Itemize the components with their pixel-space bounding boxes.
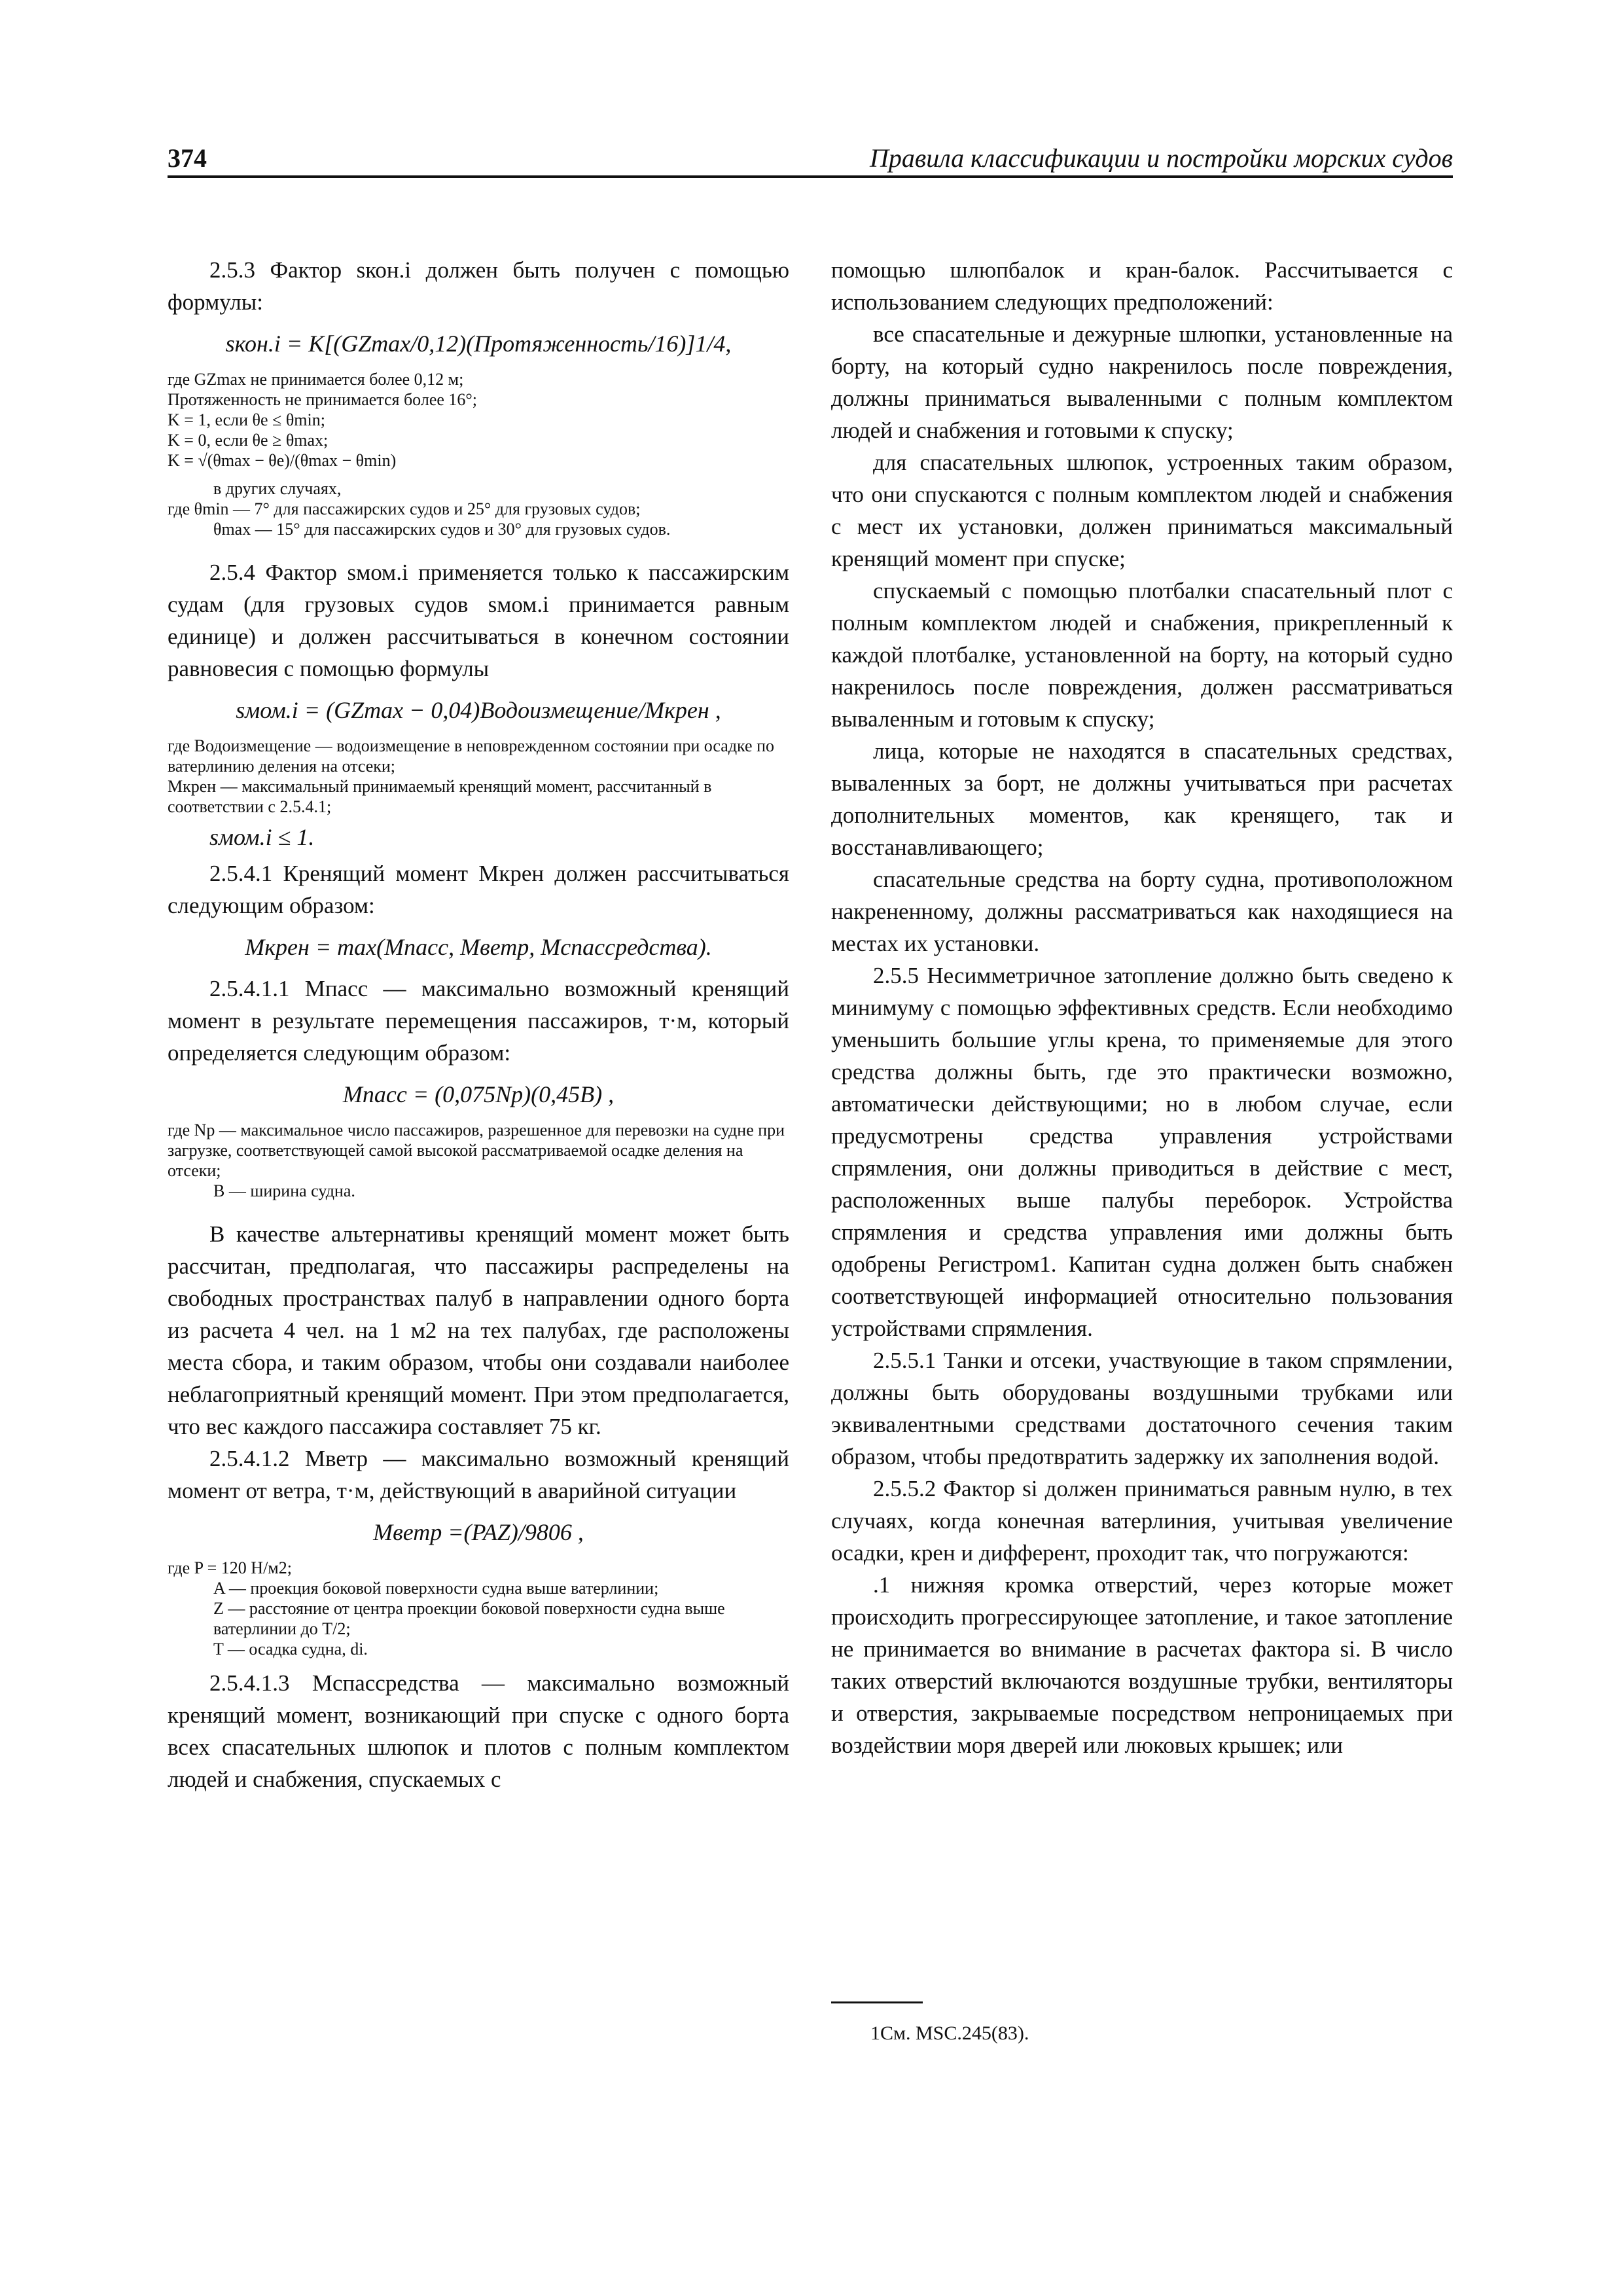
note-line: в других случаях, <box>213 479 342 498</box>
note-line: K = √(θmax − θe)/(θmax − θmin) <box>168 451 397 470</box>
header-rule <box>168 175 1453 178</box>
paragraph-assumption: для спасательных шлюпок, устроенных таким образом, что они спускаются с полным комплектом людей и снабжения с мест их установки, должен приниматься максимальный кренящий момент при спуске; <box>831 450 1453 571</box>
note-line: B — ширина судна. <box>213 1181 355 1200</box>
paragraph-2-5-5: 2.5.5 Несимметричное затопление должно быть сведено к минимуму с помощью эффективных средств. Если необходимо уменьшить большие углы крена, то применяемые для этого средства должны быть, где это практически возможно, автоматически действующими; но в любом случае, если предусмотрены средства управления устройствами спрямления, они должны приводиться в действие с мест, расположенных выше палубы переборок. Устройства спрямления и средства управления ими должны быть одобрены Регистром1. Капитан судна должен быть снабжен соответствующей информацией относительно пользования устройствами спрямления. <box>831 963 1453 1341</box>
paragraph-alternative: В качестве альтернативы кренящий момент может быть рассчитан, предполагая, что пассажиры распределены на свободных пространствах палуб в направлении одного борта из расчета 4 чел. на 1 м2 на тех палубах, где расположены места сбора, и таким образом, чтобы они создавали наиболее неблагоприятный кренящий момент. При этом предполагается, что вес каждого пассажира составляет 75 кг. <box>168 1221 789 1439</box>
running-title: Правила классификации и постройки морских судов <box>869 143 1453 173</box>
paragraph-item-1: .1 нижняя кромка отверстий, через которые может происходить прогрессирующее затопление, и такое затопление не принимается во внимание в расчетах фактора si. В число таких отверстий включаются воздушные трубки, вентиляторы и отверстия, закрываемые посредством непроницаемых при воздействии моря дверей или люковых крышек; или <box>831 1572 1453 1758</box>
note-line: K = 0, если θe ≥ θmax; <box>168 431 329 450</box>
paragraph-2-5-4: 2.5.4 Фактор sмом.i применяется только к пассажирским судам (для грузовых судов sмом.i принимается равным единице) и должен рассчитываться в конечном состоянии равновесия с помощью формулы <box>168 560 789 681</box>
formula-m-wind: Mветр =(PAZ)/9806 , <box>373 1519 584 1545</box>
note-line: где Водоизмещение — водоизмещение в неповрежденном состоянии при осадке по ватерлинию деления на отсеки; <box>168 736 774 776</box>
paragraph-continued: помощью шлюпбалок и кран-балок. Рассчитывается с использованием следующих предположений: <box>831 257 1453 315</box>
paragraph-assumption: все спасательные и дежурные шлюпки, установленные на борту, на который судно накренилось после повреждения, должны приниматься вываленными с полным комплектом людей и снабжения и готовыми к спуску; <box>831 321 1453 443</box>
formula-m-kren: Mкрен = max(Mпасс, Mветр, Mспассредства). <box>245 934 712 960</box>
note-line: Mкрен — максимальный принимаемый кренящий момент, рассчитанный в соответствии с 2.5.4.1; <box>168 777 712 816</box>
right-column <box>831 254 1453 1761</box>
note-line: Z — расстояние от центра проекции боковой поверхности судна выше ватерлинии до T/2; <box>213 1599 725 1638</box>
page-header <box>168 139 1453 178</box>
paragraph-2-5-5-2: 2.5.5.2 Фактор si должен приниматься равным нулю, в тех случаях, когда конечная ватерлиния, учитывая увеличение осадки, крен и дифферент, проходит так, что погружаются: <box>831 1476 1453 1566</box>
paragraph-2-5-4-1-1: 2.5.4.1.1 Mпасс — максимально возможный кренящий момент в результате перемещения пассажиров, т·м, который определяется следующим образом: <box>168 976 789 1066</box>
footnote-rule <box>831 2001 923 2003</box>
note-line: K = 1, если θe ≤ θmin; <box>168 410 325 429</box>
paragraph-2-5-4-1: 2.5.4.1 Кренящий момент Mкрен должен рассчитываться следующим образом: <box>168 861 789 918</box>
note-line: A — проекция боковой поверхности судна выше ватерлинии; <box>213 1579 659 1598</box>
note-line: где Np — максимальное число пассажиров, разрешенное для перевозки на судне при загрузке, соответствующей самой высокой рассматриваемой осадке деления на отсеки; <box>168 1121 785 1180</box>
paragraph-2-5-4-1-3: 2.5.4.1.3 Mспассредства — максимально возможный кренящий момент, возникающий при спуске с одного борта всех спасательных шлюпок и плотов с полным комплектом людей и снабжения, спускаемых с <box>168 1670 789 1792</box>
formula-s-mom: sмом.i = (GZmax − 0,04)Водоизмещение/Mкрен , <box>236 697 721 723</box>
note-line: где θmin — 7° для пассажирских судов и 25° для грузовых судов; <box>168 499 641 518</box>
formula-m-pass: Mпасс = (0,075Np)(0,45B) , <box>342 1081 615 1107</box>
footnote: 1См. MSC.245(83). <box>870 2022 1029 2044</box>
note-line: Протяженность не принимается более 16°; <box>168 390 478 409</box>
note-line: T — осадка судна, di. <box>213 1640 368 1659</box>
formula-s-mom-limit: sмом.i ≤ 1. <box>209 824 315 850</box>
formula-s-kon: sкон.i = K[(GZmax/0,12)(Протяженность/16)]1/4, <box>225 331 732 357</box>
note-line: θmax — 15° для пассажирских судов и 30° для грузовых судов. <box>213 520 671 539</box>
paragraph-assumption: спасательные средства на борту судна, противоположном накрененному, должны рассматриваться как находящиеся на местах их установки. <box>831 867 1453 956</box>
paragraph-2-5-3: 2.5.3 Фактор sкон.i должен быть получен с помощью формулы: <box>168 257 789 315</box>
page-number: 374 <box>168 143 207 173</box>
paragraph-2-5-4-1-2: 2.5.4.1.2 Mветр — максимально возможный кренящий момент от ветра, т·м, действующий в аварийной ситуации <box>168 1446 789 1503</box>
paragraph-assumption: лица, которые не находятся в спасательных средствах, вываленных за борт, не должны учитываться при расчетах дополнительных моментов, как кренящего, так и восстанавливающего; <box>831 738 1453 860</box>
paragraph-2-5-5-1: 2.5.5.1 Танки и отсеки, участвующие в таком спрямлении, должны быть оборудованы воздушными трубками или эквивалентными средствами достаточного сечения таким образом, чтобы предотвратить задержку их заполнения водой. <box>831 1348 1453 1469</box>
note-line: где P = 120 Н/м2; <box>168 1558 292 1577</box>
left-column <box>168 254 789 1795</box>
paragraph-assumption: спускаемый с помощью плотбалки спасательный плот с полным комплектом людей и снабжения, прикрепленный к каждой плотбалке, установленной на борту, на который судно накренилось после повреждения, должен рассматриваться вываленным и готовым к спуску; <box>831 578 1453 732</box>
note-line: где GZmax не принимается более 0,12 м; <box>168 370 464 389</box>
